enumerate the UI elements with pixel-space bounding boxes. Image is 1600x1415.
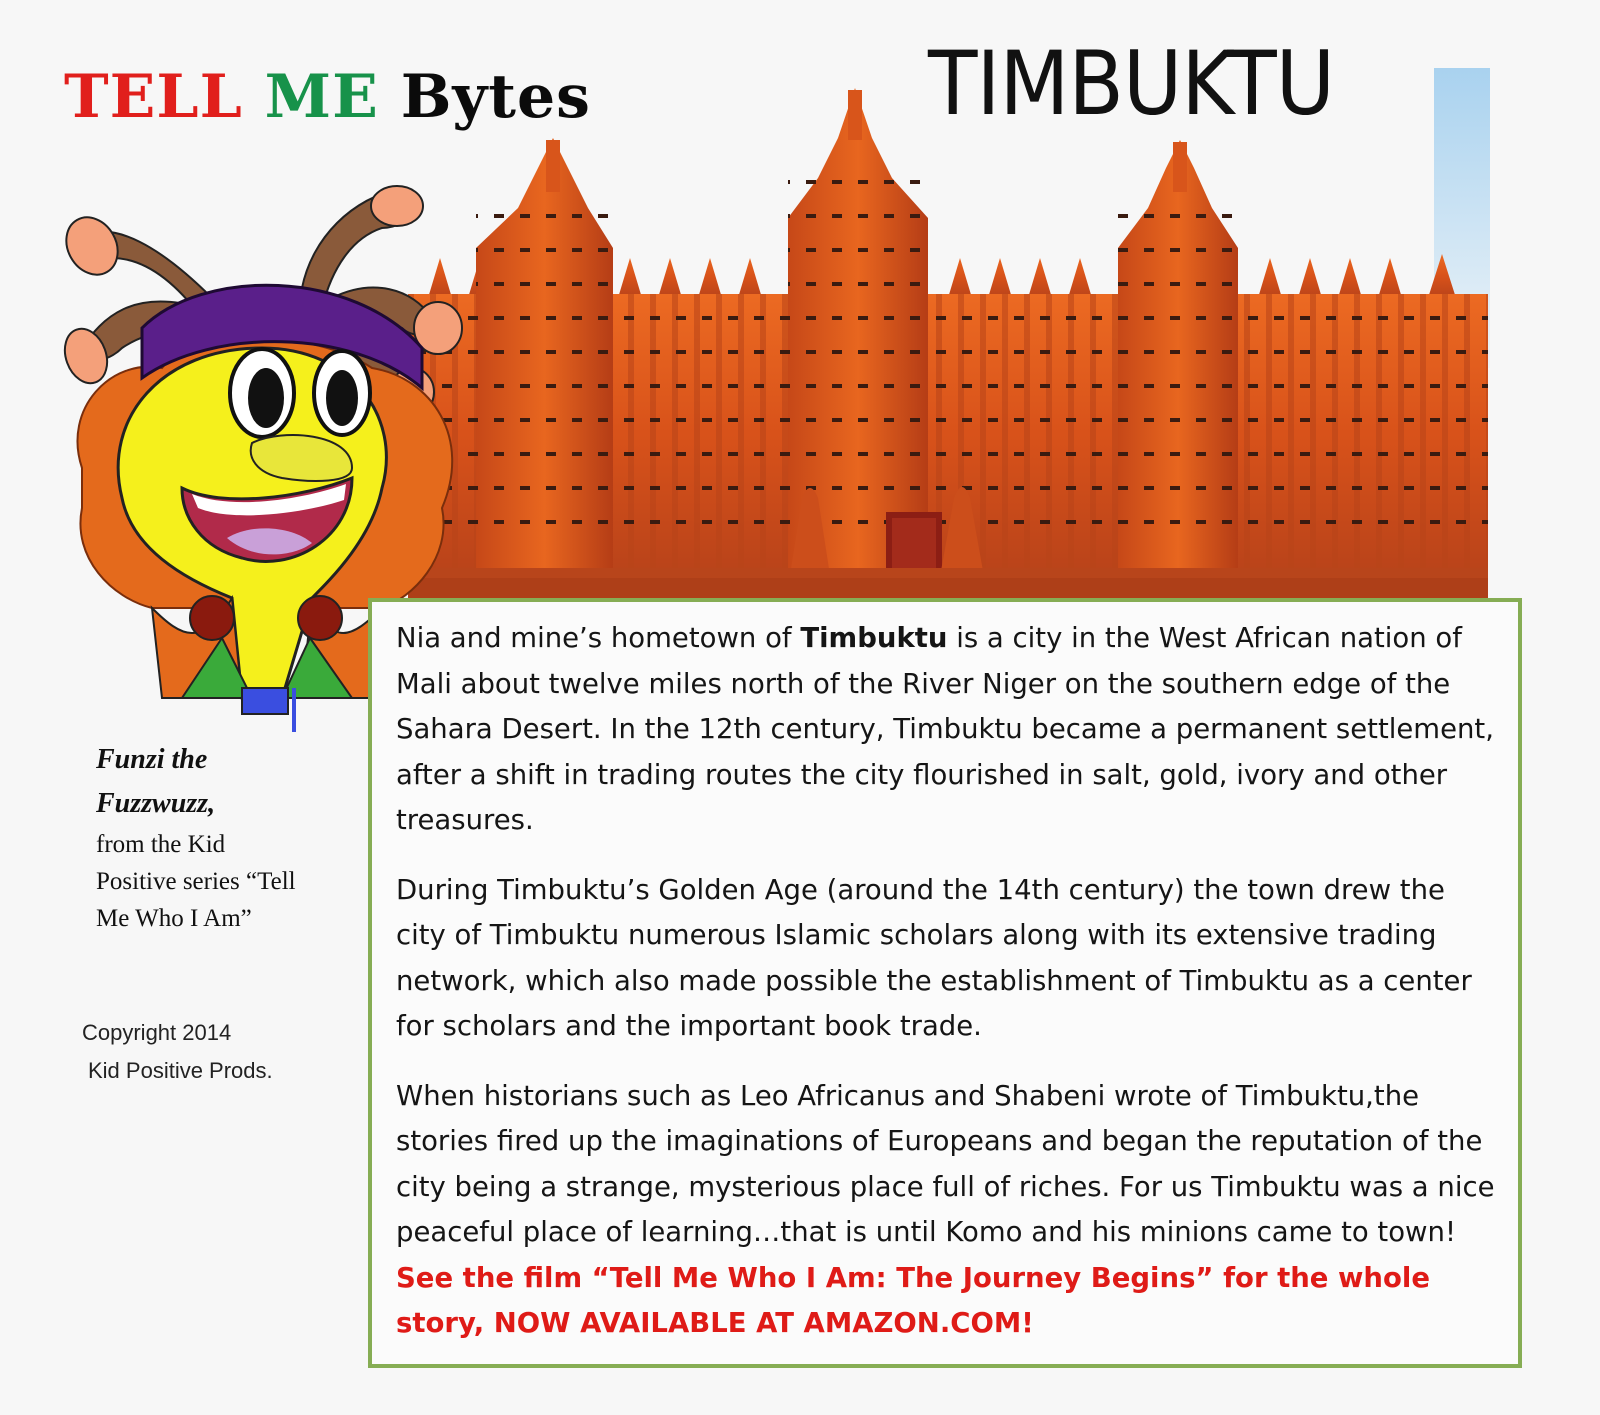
- brand-tell: TELL: [64, 62, 243, 132]
- character-series: from the Kid Positive series “Tell Me Who I Am”: [96, 831, 296, 932]
- brand-bytes: Bytes: [400, 62, 591, 132]
- copyright-notice: [82, 1014, 342, 1090]
- article-paragraph-2: During Timbuktu’s Golden Age (around the 14th century) the town drew the city of Timbuktu numerous Islamic scholars along with its extensive trading network, which also made possible the establishment of Timbuktu as a center for scholars and the important book trade.: [396, 873, 1472, 1042]
- copyright-year: Copyright 2014: [82, 1020, 232, 1045]
- paragraph-1-intro: Nia and mine’s hometown of: [396, 622, 801, 654]
- character-name: Funzi the Fuzzwuzz,: [96, 744, 216, 819]
- article-paragraph-1: [396, 616, 1496, 844]
- article-paragraph-3: [396, 1074, 1496, 1347]
- mosque-photo: [408, 68, 1520, 608]
- copyright-owner: Kid Positive Prods.: [88, 1058, 273, 1083]
- paragraph-3-body: When historians such as Leo Africanus and Shabeni wrote of Timbuktu,the stories fired up the imaginations of Europeans and began the reputation of the city being a strange, mysterious place full of riches. For us Timbuktu was a nice peaceful place of learning…that is until Komo and his minions came to town!: [396, 1079, 1495, 1248]
- article-text-box: [368, 598, 1522, 1368]
- character-caption: [96, 738, 306, 937]
- timbuktu-bold: Timbuktu: [800, 622, 948, 654]
- page-title: TIMBUKTU: [928, 32, 1335, 135]
- brand-me: ME: [264, 62, 379, 132]
- film-promo-text: See the film “Tell Me Who I Am: The Journey Begins” for the whole story, NOW AVAILABLE AT AMAZON.COM!: [396, 1261, 1430, 1339]
- paragraph-1-body: is a city in the West African nation of Mali about twelve miles north of the River Niger on the southern edge of the Sahara Desert. In the 12th century, Timbuktu became a permanent settlement, after a shift in trading routes the city flourished in salt, gold, ivory and other treasures.: [396, 622, 1494, 836]
